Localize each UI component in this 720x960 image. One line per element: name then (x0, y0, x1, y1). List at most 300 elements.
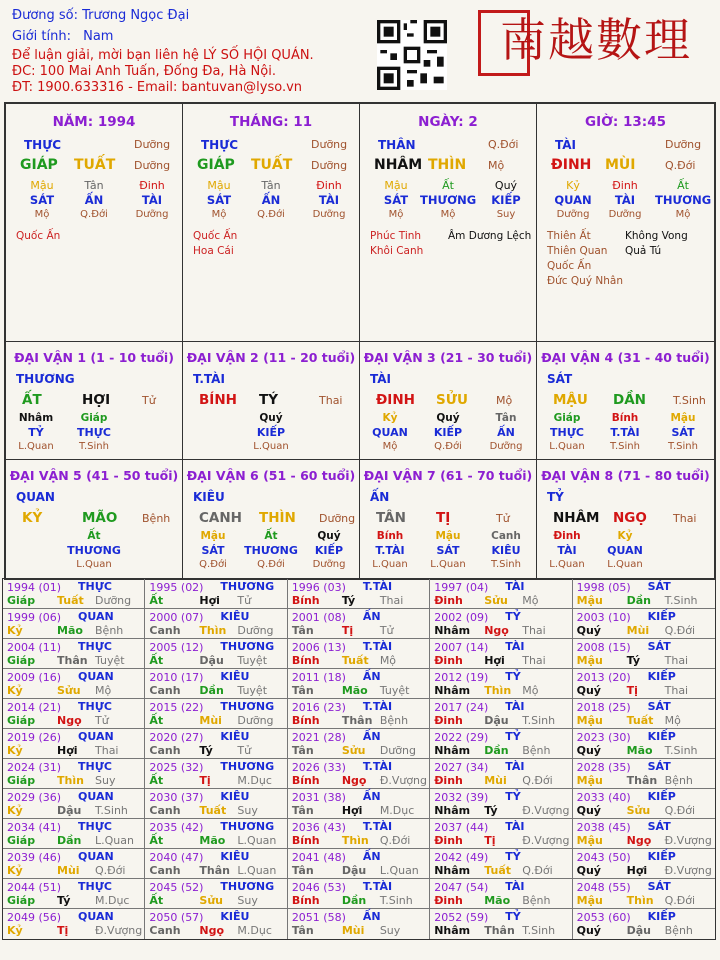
hidden-ten-god: KIẾP (491, 193, 521, 207)
hidden-ten-god: T.TÀI (610, 426, 640, 439)
ten-god-label: KIÊU (220, 610, 250, 623)
annual-row (3, 699, 715, 729)
annual-cell (3, 729, 145, 759)
stage-label: Tử (142, 394, 156, 407)
hidden-ten-god: ẤN (261, 193, 281, 207)
hidden-stem: Đinh (139, 179, 165, 192)
earthly-branch: Dần (341, 894, 367, 907)
luck-pillar-cell (360, 342, 537, 460)
stage-label: Đ.Vượng (95, 924, 143, 937)
year-label: 2052 (59) (434, 911, 489, 924)
earthly-branch: Dậu (341, 864, 367, 877)
earthly-branch: Hợi (341, 804, 363, 817)
annual-cell (573, 909, 715, 939)
heavenly-stem: ĐINH (376, 392, 415, 408)
year-label: 2024 (31) (7, 761, 62, 774)
hidden-stage: L.Quan (549, 441, 585, 452)
year-label: 2045 (52) (149, 881, 204, 894)
hidden-stem: Quý (436, 412, 460, 424)
year-label: 1998 (05) (576, 581, 631, 594)
hidden-stem: Giáp (553, 412, 581, 424)
annual-cell (3, 759, 145, 789)
luck-row-2 (6, 460, 714, 578)
year-label: 2020 (27) (149, 731, 204, 744)
year-label: 2017 (24) (434, 701, 489, 714)
annual-cell (145, 849, 287, 879)
stage-label: Q.Đới (664, 804, 696, 817)
annual-table (2, 578, 716, 940)
star-label: Khôi Canh (370, 245, 424, 257)
star-label: Hoa Cái (193, 245, 234, 257)
heavenly-stem: Nhâm (434, 924, 471, 937)
stage-label: Thai (664, 684, 689, 697)
luck-pillar-cell (360, 460, 537, 578)
hidden-stage: Mộ (34, 209, 50, 220)
heavenly-stem: Nhâm (434, 744, 471, 757)
hidden-ten-god: SÁT (29, 193, 55, 207)
year-label: 2053 (60) (576, 911, 631, 924)
ten-god-label: T.TÀI (362, 760, 393, 773)
year-label: 2050 (57) (149, 911, 204, 924)
ten-god-label: TÀI (505, 880, 525, 893)
ten-god-label: T.TÀI (362, 580, 393, 593)
star-label: Quả Tú (625, 245, 662, 257)
ten-god-label: KIÊU (220, 790, 250, 803)
annual-row (3, 909, 715, 939)
hidden-ten-god: ẤN (84, 193, 104, 207)
ten-god-label: THƯƠNG (220, 820, 275, 833)
year-label: 1994 (01) (7, 581, 62, 594)
stage-label: Mộ (488, 159, 505, 172)
ten-god-label: THƯƠNG (220, 880, 275, 893)
heavenly-stem: Giáp (7, 774, 36, 787)
stage-label: Mộ (95, 684, 112, 697)
earthly-branch: Tị (484, 834, 496, 847)
ten-god-label: KIẾP (647, 610, 676, 623)
hidden-stage: Dưỡng (312, 559, 346, 570)
stage-label: Dưỡng (311, 138, 348, 151)
year-label: 2027 (34) (434, 761, 489, 774)
ten-god-label: THỰC (78, 640, 112, 653)
hidden-stem: Nhâm (18, 412, 54, 424)
hidden-stage: Q.Đới (257, 209, 285, 220)
year-label: 2036 (43) (291, 821, 346, 834)
earthly-branch: MÃO (82, 510, 118, 526)
stage-label: Tử (237, 594, 252, 607)
earthly-branch: Tuất (626, 714, 654, 727)
year-label: 2049 (56) (7, 911, 62, 924)
heavenly-stem: TÂN (376, 510, 406, 526)
heavenly-stem: Giáp (7, 654, 36, 667)
earthly-branch: Tị (57, 924, 69, 937)
earthly-branch: Tuất (199, 804, 227, 817)
earthly-branch: Mùi (341, 924, 365, 937)
heavenly-stem: Tân (291, 864, 314, 877)
hidden-ten-god: TÀI (557, 544, 577, 557)
stage-label: Tuyệt (379, 684, 410, 697)
earthly-branch: Tị (199, 774, 211, 787)
year-label: 2009 (16) (7, 671, 62, 684)
annual-cell (573, 849, 715, 879)
header (0, 0, 720, 100)
hidden-stem: Mậu (384, 179, 408, 192)
hidden-stem: Canh (491, 530, 521, 542)
ten-god-label: ẤN (362, 850, 381, 863)
hidden-stem: Mậu (670, 412, 696, 424)
earthly-branch: Dậu (484, 714, 509, 727)
pillar-title: NĂM: 1994 (52, 114, 136, 130)
hidden-stage: T.Sinh (668, 441, 698, 452)
heavenly-stem: BÍNH (199, 392, 237, 408)
annual-cell (3, 849, 145, 879)
stage-label: Tuyệt (237, 684, 268, 697)
earthly-branch: Dậu (626, 924, 652, 937)
hidden-ten-god: TỶ (28, 426, 44, 439)
ten-god-label: KIÊU (220, 730, 250, 743)
heavenly-stem: Mậu (576, 894, 603, 907)
stage-label: Thai (319, 394, 343, 407)
stage-label: L.Quan (237, 864, 277, 877)
hidden-stage: T.Sinh (79, 441, 109, 452)
earthly-branch: Tuất (341, 654, 369, 667)
annual-cell (573, 669, 715, 699)
ten-god-label: SÁT (647, 760, 671, 773)
year-label: 2051 (58) (291, 911, 346, 924)
heavenly-stem: Bính (291, 834, 320, 847)
annual-row (3, 879, 715, 909)
ten-god-label: KIÊU (220, 670, 250, 683)
stage-label: Tuyệt (237, 654, 268, 667)
annual-cell (430, 879, 572, 909)
annual-row (3, 729, 715, 759)
pillars-row (6, 104, 714, 342)
heavenly-stem: CANH (199, 510, 242, 526)
hidden-ten-god: TÀI (318, 193, 340, 207)
annual-cell (145, 789, 287, 819)
heavenly-stem: Canh (149, 924, 181, 937)
heavenly-stem: GIÁP (197, 157, 235, 173)
hidden-ten-god: KIẾP (433, 426, 463, 439)
heavenly-stem: Kỷ (7, 924, 23, 937)
earthly-branch: Thân (484, 924, 515, 937)
hidden-stage: Mộ (675, 209, 691, 220)
hidden-stem: Kỷ (566, 179, 580, 192)
year-label: 1999 (06) (7, 611, 62, 624)
ten-god-label: KIẾP (647, 850, 676, 863)
ten-god-label: THỰC (24, 138, 62, 152)
heavenly-stem: Ất (149, 894, 164, 907)
stage-label: Thai (95, 744, 119, 757)
heavenly-stem: Tân (291, 924, 314, 937)
annual-cell (3, 639, 145, 669)
heavenly-stem: Kỷ (7, 684, 23, 697)
hidden-ten-god: SÁT (671, 426, 695, 439)
ten-god-label: SÁT (647, 580, 671, 593)
ten-god-label: TÀI (505, 700, 525, 713)
earthly-branch: Mão (57, 624, 83, 637)
heavenly-stem: MẬU (553, 392, 588, 408)
ten-god-label: THƯƠNG (220, 640, 275, 653)
hidden-stage: Dưỡng (312, 209, 346, 220)
year-label: 2019 (26) (7, 731, 62, 744)
heavenly-stem: Bính (291, 594, 320, 607)
stage-label: M.Dục (237, 774, 272, 787)
luck-pillar-cell (183, 460, 360, 578)
stage-label: Tử (95, 714, 109, 727)
heavenly-stem: Đinh (434, 654, 463, 667)
hidden-stage: L.Quan (76, 559, 112, 570)
hidden-stage: T.Sinh (491, 559, 521, 570)
ten-god-label: TỶ (505, 730, 521, 743)
annual-row (3, 639, 715, 669)
year-label: 2048 (55) (576, 881, 631, 894)
hidden-stem: Bính (376, 530, 404, 542)
hidden-stem: Ất (264, 530, 278, 542)
earthly-branch: Dần (199, 684, 224, 697)
heavenly-stem: Mậu (576, 834, 603, 847)
stage-label: Suy (237, 894, 258, 907)
gender-value: Nam (83, 29, 114, 44)
stage-label: Bệnh (95, 624, 124, 637)
hidden-stem: Bính (611, 412, 639, 424)
heavenly-stem: Canh (149, 804, 181, 817)
ten-god-label: SÁT (647, 640, 671, 653)
stage-label: Dưỡng (665, 138, 702, 151)
ten-god-label: TỶ (505, 670, 521, 683)
heavenly-stem: Ất (149, 594, 164, 607)
ten-god-label: TÀI (555, 138, 577, 152)
year-label: 1996 (03) (291, 581, 346, 594)
year-label: 2029 (36) (7, 791, 62, 804)
contact-line-1: Để luận giải, mời bạn liên hệ LÝ SỐ HỘI QUÁN. (12, 48, 314, 63)
stage-label: Mộ (522, 684, 539, 697)
hidden-ten-god: THỰC (550, 426, 584, 439)
hidden-stem: Quý (317, 530, 341, 542)
heavenly-stem: Kỷ (7, 744, 23, 757)
luck-pillar-title: ĐẠI VẬN 7 (61 - 70 tuổi) (363, 468, 533, 483)
year-label: 2041 (48) (291, 851, 346, 864)
hidden-ten-god: KIẾP (256, 426, 286, 439)
annual-cell (145, 669, 287, 699)
annual-row (3, 609, 715, 639)
ten-god-label: TỶ (547, 490, 564, 504)
earthly-branch: Tý (626, 654, 640, 667)
earthly-branch: Tị (626, 684, 638, 697)
hidden-stem: Đinh (316, 179, 342, 192)
hidden-stage: Q.Đới (257, 559, 285, 570)
stage-label: Thai (673, 512, 697, 525)
luck-pillar-title: ĐẠI VẬN 2 (11 - 20 tuổi) (186, 350, 356, 365)
stage-label: Q.Đới (95, 864, 126, 877)
annual-cell (288, 849, 430, 879)
earthly-branch: TUẤT (74, 157, 116, 173)
earthly-branch: Tý (199, 744, 213, 757)
heavenly-stem: Canh (149, 684, 181, 697)
heavenly-stem: Bính (291, 654, 320, 667)
stage-label: Bệnh (664, 774, 693, 787)
stage-label: L.Quan (379, 864, 419, 877)
luck-pillar-cell (6, 460, 183, 578)
stage-label: Tử (237, 744, 252, 757)
year-label: 2030 (37) (149, 791, 204, 804)
heavenly-stem: Đinh (434, 894, 463, 907)
luck-pillar-title: ĐẠI VẬN 8 (71 - 80 tuổi) (541, 468, 710, 483)
ten-god-label: ẤN (362, 610, 381, 623)
stage-label: Thai (379, 594, 404, 607)
star-label: Thiên Ất (547, 230, 591, 242)
annual-cell (145, 819, 287, 849)
heavenly-stem: Ất (149, 654, 164, 667)
luck-pillar-cell (183, 342, 360, 460)
ten-god-label: QUAN (78, 910, 114, 923)
year-label: 2015 (22) (149, 701, 204, 714)
year-label: 2010 (17) (149, 671, 204, 684)
heavenly-stem: Quý (576, 684, 601, 697)
stage-label: Thai (664, 654, 689, 667)
earthly-branch: Mão (341, 684, 368, 697)
year-label: 2016 (23) (291, 701, 346, 714)
annual-cell (3, 819, 145, 849)
heavenly-stem: Tân (291, 804, 314, 817)
earthly-branch: THÌN (428, 157, 467, 173)
hidden-stage: Q.Đới (199, 559, 227, 570)
earthly-branch: Dậu (199, 654, 224, 667)
hidden-stage: L.Quan (549, 559, 585, 570)
annual-cell (288, 909, 430, 939)
annual-cell (573, 789, 715, 819)
earthly-branch: Ngọ (484, 624, 509, 637)
annual-cell (3, 909, 145, 939)
stage-label: T.Sinh (673, 394, 706, 407)
earthly-branch: Mão (626, 744, 653, 757)
heavenly-stem: Nhâm (434, 804, 471, 817)
luck-pillar-cell (6, 342, 183, 460)
annual-cell (430, 609, 572, 639)
earthly-branch: Thìn (57, 774, 84, 787)
heavenly-stem: Tân (291, 684, 314, 697)
star-label: Không Vong (625, 230, 688, 242)
year-label: 2037 (44) (434, 821, 489, 834)
ten-god-label: T.TÀI (362, 820, 393, 833)
hidden-stage: Suy (496, 209, 516, 220)
stage-label: Dưỡng (311, 159, 348, 172)
luck-pillar-title: ĐẠI VẬN 5 (41 - 50 tuổi) (9, 468, 179, 483)
heavenly-stem: Giáp (7, 594, 36, 607)
earthly-branch: Thân (57, 654, 88, 667)
year-label: 2022 (29) (434, 731, 489, 744)
stage-label: Đ.Vượng (522, 804, 570, 817)
earthly-branch: Mùi (57, 864, 80, 877)
stage-label: Đ.Vượng (664, 864, 712, 877)
annual-cell (145, 699, 287, 729)
stage-label: Đ.Vượng (522, 834, 570, 847)
earthly-branch: Hợi (199, 594, 220, 607)
pillar-title: GIỜ: 13:45 (585, 114, 666, 130)
heavenly-stem: Tân (291, 624, 314, 637)
annual-cell (430, 639, 572, 669)
annual-cell (430, 849, 572, 879)
stage-label: T.Sinh (522, 714, 556, 727)
hidden-stem: Kỷ (382, 412, 398, 424)
hidden-ten-god: THƯƠNG (420, 193, 477, 207)
earthly-branch: Hợi (626, 864, 648, 877)
annual-cell (573, 879, 715, 909)
year-label: 2026 (33) (291, 761, 346, 774)
hidden-ten-god: QUAN (372, 426, 408, 439)
ten-god-label: THƯƠNG (220, 580, 275, 593)
stage-label: Q.Đới (522, 864, 553, 877)
earthly-branch: Thân (626, 774, 658, 787)
stage-label: Đ.Vượng (379, 774, 428, 787)
ten-god-label: THỰC (78, 700, 112, 713)
year-label: 2013 (20) (576, 671, 631, 684)
heavenly-stem: Tân (291, 744, 314, 757)
year-label: 2044 (51) (7, 881, 62, 894)
stage-label: Q.Đới (664, 894, 696, 907)
annual-cell (288, 759, 430, 789)
earthly-branch: Thìn (341, 834, 369, 847)
ten-god-label: TÀI (370, 372, 392, 386)
stage-label: T.Sinh (379, 894, 413, 907)
star-label: Âm Dương Lệch (448, 230, 532, 242)
qr-code-icon[interactable] (377, 20, 447, 90)
hidden-stem: Giáp (80, 412, 108, 424)
annual-cell (145, 609, 287, 639)
stage-label: T.Sinh (522, 924, 556, 937)
year-label: 1997 (04) (434, 581, 489, 594)
year-label: 2031 (38) (291, 791, 346, 804)
hidden-stem: Ất (87, 530, 101, 542)
stage-label: L.Quan (95, 834, 134, 847)
earthly-branch: Mão (199, 834, 226, 847)
year-label: 2018 (25) (576, 701, 631, 714)
heavenly-stem: Kỷ (7, 864, 23, 877)
hidden-stem: Mậu (207, 179, 231, 192)
year-label: 2032 (39) (434, 791, 489, 804)
earthly-branch: TUẤT (251, 157, 293, 173)
hidden-stem: Đinh (553, 530, 581, 542)
ten-god-label: TỶ (505, 610, 521, 623)
annual-cell (430, 699, 572, 729)
hidden-stem: Tân (495, 412, 517, 424)
heavenly-stem: Mậu (576, 594, 603, 607)
hidden-stem: Quý (259, 412, 283, 424)
hidden-ten-god: THỰC (77, 426, 111, 439)
heavenly-stem: Ất (149, 774, 164, 787)
earthly-branch: Sửu (341, 744, 366, 757)
heavenly-stem: Canh (149, 744, 181, 757)
ten-god-label: TỶ (505, 790, 521, 803)
hidden-ten-god: SÁT (436, 544, 460, 557)
ten-god-label: THỰC (78, 580, 112, 593)
year-label: 2000 (07) (149, 611, 204, 624)
ten-god-label: ẤN (362, 670, 381, 683)
annual-row (3, 669, 715, 699)
star-label: Đức Quý Nhân (547, 275, 623, 287)
annual-cell (573, 609, 715, 639)
luck-pillar-title: ĐẠI VẬN 6 (51 - 60 tuổi) (186, 468, 356, 483)
star-label: Quốc Ấn (16, 230, 61, 242)
hidden-ten-god: TÀI (614, 193, 636, 207)
year-label: 2034 (41) (7, 821, 62, 834)
ten-god-label: THỰC (78, 880, 112, 893)
ten-god-label: T.TÀI (362, 700, 393, 713)
hidden-stem: Mậu (435, 530, 461, 542)
hidden-ten-god: T.TÀI (375, 544, 405, 557)
hidden-ten-god: QUAN (554, 193, 592, 207)
heavenly-stem: NHÂM (374, 157, 423, 173)
luck-pillar-title: ĐẠI VẬN 1 (1 - 10 tuổi) (14, 350, 174, 365)
